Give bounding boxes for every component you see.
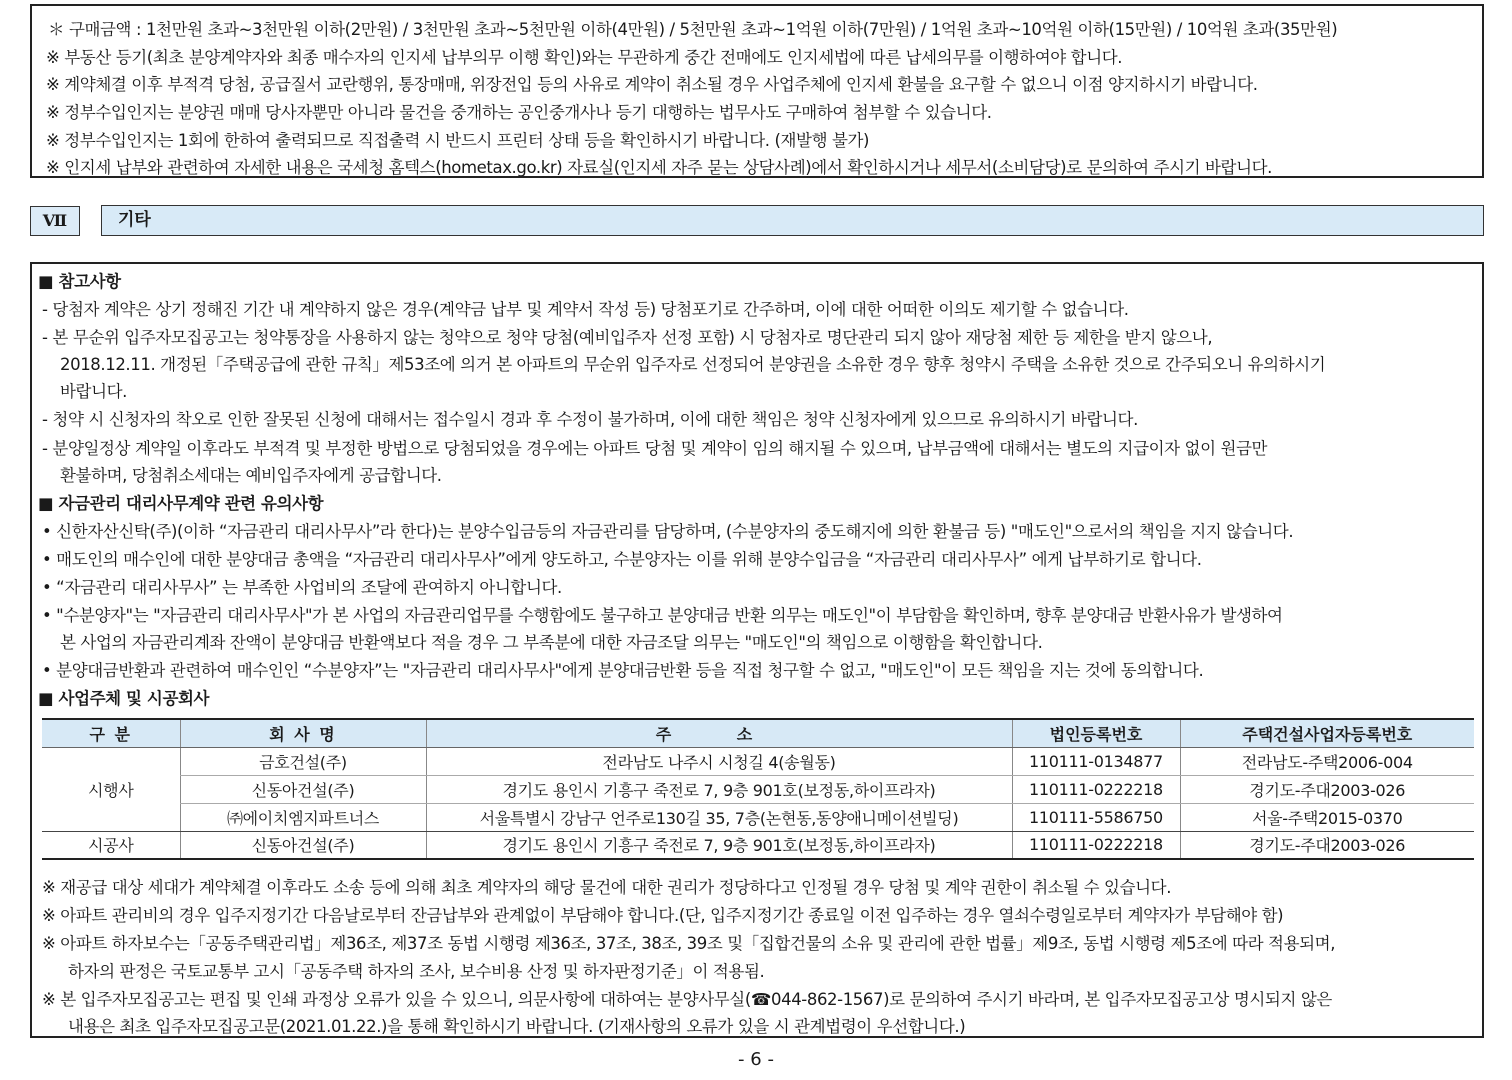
corporate-reg-number: 110111-5586750 — [1012, 803, 1180, 831]
fund-management-heading: ■ 자금관리 대리사무계약 관련 유의사항 — [38, 494, 324, 513]
reference-line: - 당첨자 계약은 상기 정해진 기간 내 계약하지 않은 경우(계약금 납부 및 계약서 작성 등) 당첨포기로 간주하며, 이에 대한 어떠한 이의도 제기할 수 없습니다. — [42, 300, 1129, 319]
column-header: 주택건설사업자등록번호 — [1180, 719, 1474, 747]
company-heading: ■ 사업주체 및 시공회사 — [38, 689, 210, 708]
company-name: 신동아건설(주) — [180, 775, 426, 803]
company-table — [42, 718, 1474, 860]
other-info-box — [30, 262, 1484, 1038]
notice-line: ※ 인지세 납부와 관련하여 자세한 내용은 국세청 홈텍스(hometax.go.kr) 자료실(인지세 자주 묻는 상담사례)에서 확인하시거나 세무서(소비담당)로 문의하여 주시기 바랍니다. — [46, 158, 1272, 177]
table-row — [42, 775, 1474, 803]
fund-line: • 신한자산신탁(주)(이하 “자금관리 대리사무사”라 한다)는 분양수입금등의 자금관리를 담당하며, (수분양자의 중도해지에 의한 환불금 등) "매도인"으로서의 책임을 지지 않습니다. — [42, 522, 1294, 541]
corporate-reg-number: 110111-0222218 — [1012, 831, 1180, 859]
reference-line: - 본 무순위 입주자모집공고는 청약통장을 사용하지 않는 청약으로 청약 당첨(예비입주자 선정 포함) 시 당첨자로 명단관리 되지 않아 재당첨 제한 등 제한을 받지 않으나, — [42, 328, 1213, 347]
fund-line: • "수분양자"는 "자금관리 대리사무사"가 본 사업의 자금관리업무를 수행함에도 불구하고 분양대금 반환 의무는 매도인"이 부담함을 확인하며, 향후 분양대금 반환사유가 발생하여 — [42, 606, 1283, 625]
note-line: 내용은 최초 입주자모집공고문(2021.01.22.)을 통해 확인하시기 바랍니다. (기재사항의 오류가 있을 시 관계법령이 우선합니다.) — [68, 1017, 966, 1036]
column-header: 법인등록번호 — [1012, 719, 1180, 747]
group-developer: 시행사 — [42, 747, 180, 831]
corporate-reg-number: 110111-0222218 — [1012, 775, 1180, 803]
reference-line: - 분양일정상 계약일 이후라도 부적격 및 부정한 방법으로 당첨되었을 경우에는 아파트 당첨 및 계약이 임의 해지될 수 있으며, 납부금액에 대해서는 별도의 지급이자 없이 원금만 — [42, 439, 1268, 458]
table-row — [42, 831, 1474, 859]
table-row — [42, 803, 1474, 831]
note-line: 하자의 판정은 국토교통부 고시「공동주택 하자의 조사, 보수비용 산정 및 하자판정기준」이 적용됨. — [68, 962, 765, 981]
company-address: 경기도 용인시 기흥구 죽전로 7, 9층 901호(보정동,하이프라자) — [426, 775, 1012, 803]
section-number: Ⅶ — [30, 206, 80, 236]
company-address: 전라남도 나주시 시청길 4(송월동) — [426, 747, 1012, 775]
reference-line: 2018.12.11. 개정된「주택공급에 관한 규칙」제53조에 의거 본 아파트의 무순위 입주자로 선정되어 분양권을 소유한 경우 향후 청약시 주택을 소유한 것으로 간주되오니 유의하시기 — [60, 355, 1326, 374]
company-name: 금호건설(주) — [180, 747, 426, 775]
note-line: ※ 본 입주자모집공고는 편집 및 인쇄 과정상 오류가 있을 수 있으니, 의문사항에 대하여는 분양사무실(☎044-862-1567)로 문의하여 주시기 바라며, 본 입주자모집공고상 명시되지 않은 — [42, 990, 1332, 1009]
column-header: 주 소 — [426, 719, 1012, 747]
column-header: 회 사 명 — [180, 719, 426, 747]
notice-line: ※ 정부수입인지는 1회에 한하여 출력되므로 직접출력 시 반드시 프린터 상태 등을 확인하시기 바랍니다. (재발행 불가) — [46, 131, 870, 150]
notice-line: ※ 계약체결 이후 부적격 당첨, 공급질서 교란행위, 통장매매, 위장전입 등의 사유로 계약이 취소될 경우 사업주체에 인지세 환불을 요구할 수 없으니 이점 양지하시기 바랍니다. — [46, 75, 1258, 94]
company-name: ㈜에이치엠지파트너스 — [180, 803, 426, 831]
stamp-tax-notice-box — [30, 4, 1484, 178]
reference-line: 환불하며, 당첨취소세대는 예비입주자에게 공급합니다. — [60, 466, 442, 485]
company-address: 서울특별시 강남구 언주로130길 35, 7층(논현동,동양애니메이션빌딩) — [426, 803, 1012, 831]
builder-reg-number: 경기도-주대2003-026 — [1180, 831, 1474, 859]
fund-line: • 분양대금반환과 관련하여 매수인인 “수분양자”는 "자금관리 대리사무사"에게 분양대금반환 등을 직접 청구할 수 없고, "매도인"이 모든 책임을 지는 것에 동의합니다. — [42, 661, 1204, 680]
fund-line: 본 사업의 자금관리계좌 잔액이 분양대금 반환액보다 적을 경우 그 부족분에 대한 자금조달 의무는 "매도인"의 책임으로 이행함을 확인합니다. — [60, 633, 1043, 652]
section-title: 기타 — [101, 205, 1484, 236]
fund-line: • 매도인의 매수인에 대한 분양대금 총액을 “자금관리 대리사무사”에게 양도하고, 수분양자는 이를 위해 분양수입금을 “자금관리 대리사무사” 에게 납부하기로 합니다. — [42, 550, 1202, 569]
group-contractor: 시공사 — [42, 831, 180, 859]
notice-line: ※ 정부수입인지는 분양권 매매 당사자뿐만 아니라 물건을 중개하는 공인중개사나 등기 대행하는 법무사도 구매하여 첨부할 수 있습니다. — [46, 103, 992, 122]
purchase-amount-line: ＊ 구매금액 : 1천만원 초과~3천만원 이하(2만원) / 3천만원 초과~5천만원 이하(4만원) / 5천만원 초과~1억원 이하(7만원) / 1억원 초과~10억원 이하(15만원) / 10억원 초과(35만원) — [48, 20, 1338, 39]
table-header-row — [42, 719, 1474, 747]
reference-line: - 청약 시 신청자의 착오로 인한 잘못된 신청에 대해서는 접수일시 경과 후 수정이 불가하며, 이에 대한 책임은 청약 신청자에게 있으므로 유의하시기 바랍니다. — [42, 410, 1138, 429]
company-address: 경기도 용인시 기흥구 죽전로 7, 9층 901호(보정동,하이프라자) — [426, 831, 1012, 859]
company-name: 신동아건설(주) — [180, 831, 426, 859]
builder-reg-number: 서울-주택2015-0370 — [1180, 803, 1474, 831]
note-line: ※ 아파트 관리비의 경우 입주지정기간 다음날로부터 잔금납부와 관계없이 부담해야 합니다.(단, 입주지정기간 종료일 이전 입주하는 경우 열쇠수령일로부터 계약자가 부담해야 함) — [42, 906, 1284, 925]
page-number: - 6 - — [738, 1049, 774, 1070]
column-header: 구 분 — [42, 719, 180, 747]
builder-reg-number: 경기도-주대2003-026 — [1180, 775, 1474, 803]
note-line: ※ 아파트 하자보수는「공동주택관리법」제36조, 제37조 동법 시행령 제36조, 37조, 38조, 39조 및「집합건물의 소유 및 관리에 관한 법률」제9조, 동법 시행령 제5조에 따라 적용되며, — [42, 934, 1336, 953]
reference-heading: ■ 참고사항 — [38, 272, 121, 291]
builder-reg-number: 전라남도-주택2006-004 — [1180, 747, 1474, 775]
corporate-reg-number: 110111-0134877 — [1012, 747, 1180, 775]
reference-line: 바랍니다. — [60, 382, 128, 401]
table-row — [42, 747, 1474, 775]
note-line: ※ 재공급 대상 세대가 계약체결 이후라도 소송 등에 의해 최초 계약자의 해당 물건에 대한 권리가 정당하다고 인정될 경우 당첨 및 계약 권한이 취소될 수 있습니다. — [42, 878, 1172, 897]
fund-line: • “자금관리 대리사무사” 는 부족한 사업비의 조달에 관여하지 아니합니다. — [42, 578, 562, 597]
notice-line: ※ 부동산 등기(최초 분양계약자와 최종 매수자의 인지세 납부의무 이행 확인)와는 무관하게 중간 전매에도 인지세법에 따른 납세의무를 이행하여야 합니다. — [46, 48, 1123, 67]
